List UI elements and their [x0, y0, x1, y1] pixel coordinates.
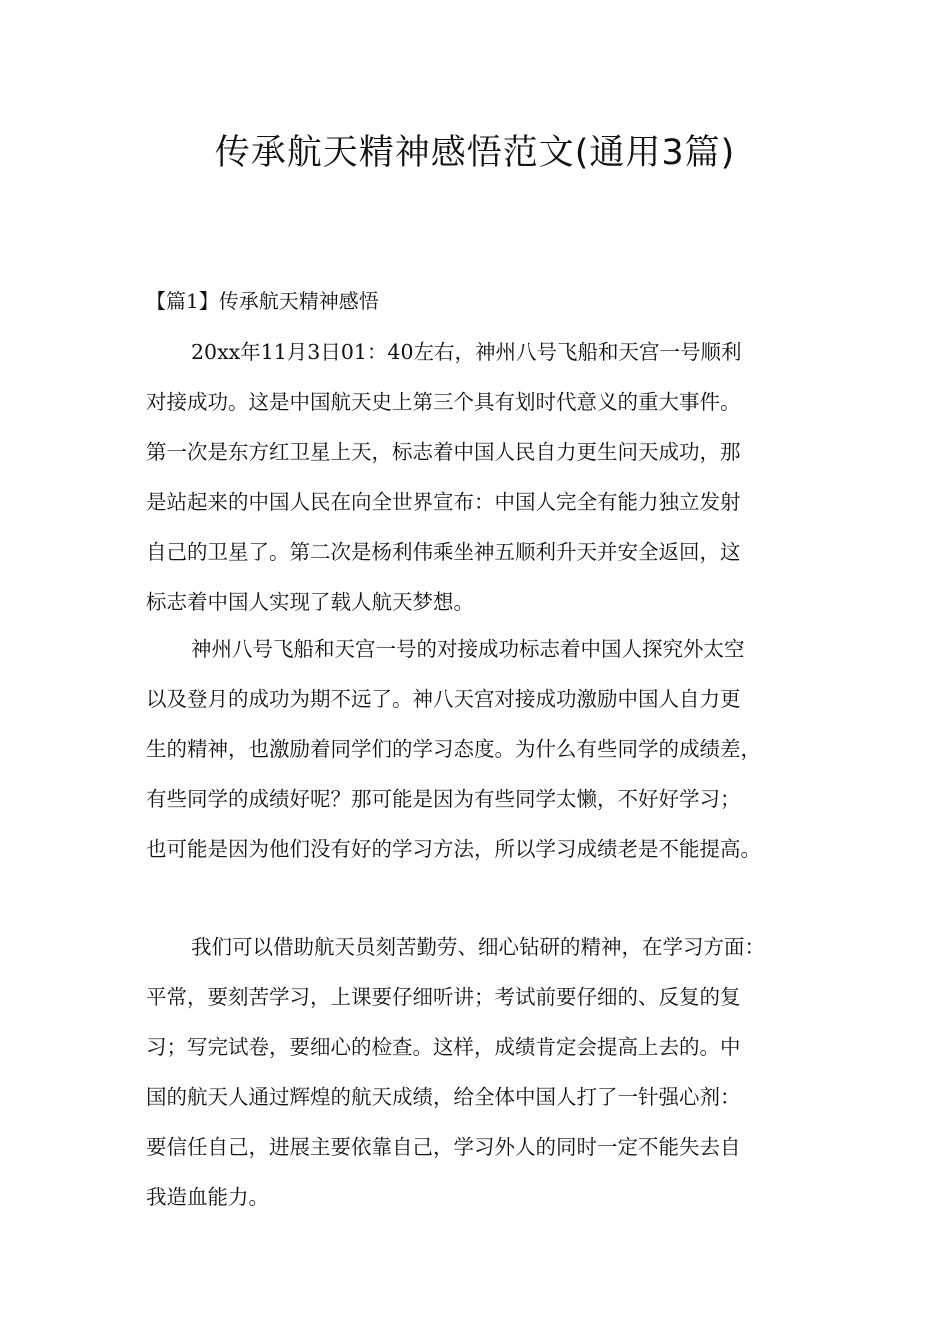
- paragraph-line: 是站起来的中国人民在向全世界宣布：中国人完全有能力独立发射: [146, 490, 741, 514]
- paragraph-line: 自己的卫星了。第二次是杨利伟乘坐神五顺利升天并安全返回，这: [146, 540, 741, 564]
- paragraph-line: 要信任自己，进展主要依靠自己，学习外人的同时一定不能失去自: [146, 1135, 741, 1159]
- section-heading: 【篇1】传承航天精神感悟: [146, 289, 379, 313]
- paragraph-line: 对接成功。这是中国航天史上第三个具有划时代意义的重大事件。: [146, 390, 741, 414]
- paragraph-line: 20xx年11月3日01：40左右，神州八号飞船和天宫一号顺利: [191, 340, 742, 364]
- paragraph-line: 我造血能力。: [146, 1185, 269, 1209]
- paragraph-line: 平常，要刻苦学习，上课要仔细听讲；考试前要仔细的、反复的复: [146, 985, 741, 1009]
- document-title: 传承航天精神感悟范文(通用3篇): [214, 133, 736, 173]
- paragraph-3: [146, 922, 836, 1222]
- paragraph-line: 以及登月的成功为期不远了。神八天宫对接成功激励中国人自力更: [146, 687, 741, 711]
- paragraph-1: [146, 327, 836, 627]
- paragraph-line: 生的精神，也激励着同学们的学习态度。为什么有些同学的成绩差，: [146, 737, 761, 761]
- paragraph-line: 我们可以借助航天员刻苦勤劳、细心钻研的精神，在学习方面：: [191, 935, 765, 959]
- paragraph-line: 国的航天人通过辉煌的航天成绩，给全体中国人打了一针强心剂：: [146, 1085, 741, 1109]
- paragraph-line: 有些同学的成绩好呢？那可能是因为有些同学太懒，不好好学习；: [146, 787, 741, 811]
- paragraph-line: 神州八号飞船和天宫一号的对接成功标志着中国人探究外太空: [191, 637, 745, 661]
- paragraph-line: 标志着中国人实现了载人航天梦想。: [146, 590, 474, 614]
- paragraph-line: 习；写完试卷，要细心的检查。这样，成绩肯定会提高上去的。中: [146, 1035, 741, 1059]
- paragraph-line: 也可能是因为他们没有好的学习方法，所以学习成绩老是不能提高。: [146, 837, 761, 861]
- paragraph-line: 第一次是东方红卫星上天，标志着中国人民自力更生问天成功，那: [146, 440, 741, 464]
- paragraph-2: [146, 624, 836, 874]
